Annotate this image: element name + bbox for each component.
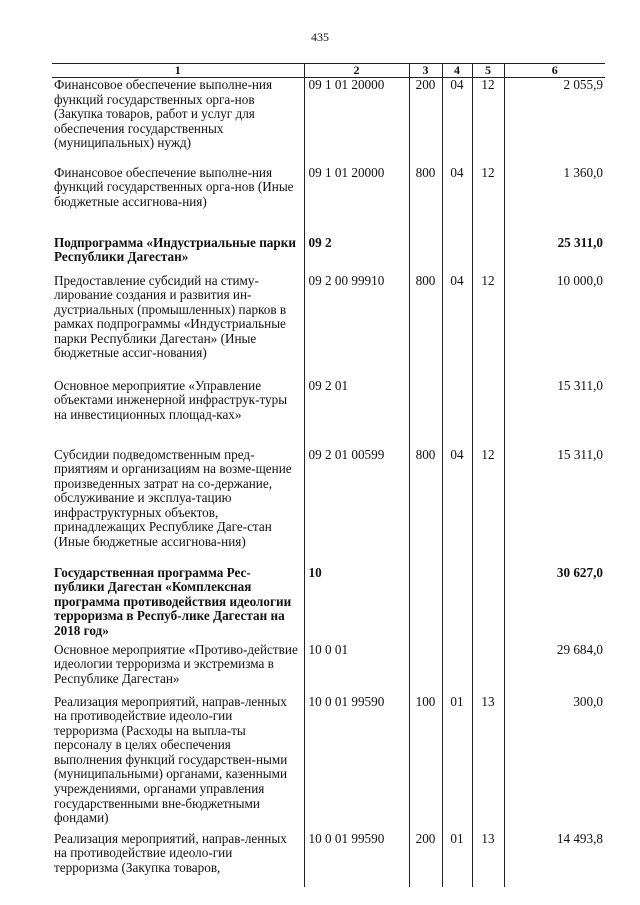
column-header: 5 bbox=[472, 64, 504, 78]
row-amount: 2 055,9 bbox=[504, 78, 605, 166]
row-expense-type: 800 bbox=[409, 166, 442, 236]
row-description: Предоставление субсидий на стиму-лирование создания и развития ин-дустриальных (промышленных) парков в рамках подпрограммы «Индустриальные парки Республики Дагестан» (Иные бюджетные ассиг-нования) bbox=[54, 272, 287, 361]
row-section: 01 bbox=[442, 832, 472, 887]
row-amount: 14 493,8 bbox=[504, 832, 605, 887]
row-amount: 1 360,0 bbox=[504, 166, 605, 236]
row-amount: 10 000,0 bbox=[504, 274, 605, 379]
table-row bbox=[52, 448, 605, 566]
row-description: Реализация мероприятий, направ-ленных на противодействие идеоло-гии терроризма (Расходы на выпла-ты персоналу в целях обеспечения выполнения функций государствен-ными (муниципальными) органами, казенными учреждениями, органами управления государственными вне-бюджетными фондами) bbox=[54, 693, 288, 826]
table-row bbox=[52, 695, 605, 832]
row-description: Реализация мероприятий, направ-ленных на противодействие идеоло-гии терроризма (Закупка товаров, bbox=[54, 830, 287, 875]
row-description: Основное мероприятие «Управление объектами инженерной инфраструк-туры на инвестиционных площад-ках» bbox=[54, 377, 288, 422]
row-section bbox=[442, 379, 472, 448]
row-description: Финансовое обеспечение выполне-ния функций государственных орга-нов (Иные бюджетные ассигнова-ния) bbox=[54, 164, 294, 209]
row-amount: 25 311,0 bbox=[504, 236, 605, 274]
row-code: 09 2 01 bbox=[304, 379, 409, 448]
table-row bbox=[52, 566, 605, 643]
table-row bbox=[52, 274, 605, 379]
row-subsection: 12 bbox=[472, 166, 504, 236]
row-description: Основное мероприятие «Противо-действие идеологии терроризма и экстремизма в Республике Дагестан» bbox=[54, 641, 298, 686]
row-section: 01 bbox=[442, 695, 472, 832]
budget-table bbox=[52, 63, 605, 887]
row-section bbox=[442, 236, 472, 274]
row-code: 10 0 01 99590 bbox=[304, 695, 409, 832]
row-subsection: 12 bbox=[472, 78, 504, 166]
row-subsection bbox=[472, 236, 504, 274]
row-expense-type: 800 bbox=[409, 274, 442, 379]
row-expense-type bbox=[409, 566, 442, 643]
row-expense-type: 800 bbox=[409, 448, 442, 566]
row-section: 04 bbox=[442, 274, 472, 379]
row-subsection: 13 bbox=[472, 832, 504, 887]
table-row bbox=[52, 832, 605, 887]
row-code: 10 0 01 99590 bbox=[304, 832, 409, 887]
row-code: 09 1 01 20000 bbox=[304, 166, 409, 236]
row-subsection bbox=[472, 379, 504, 448]
row-section bbox=[442, 566, 472, 643]
row-amount: 29 684,0 bbox=[504, 643, 605, 695]
row-expense-type: 200 bbox=[409, 832, 442, 887]
table-row bbox=[52, 78, 605, 166]
column-header: 3 bbox=[409, 64, 442, 78]
row-section bbox=[442, 643, 472, 695]
row-code: 10 bbox=[304, 566, 409, 643]
column-header: 6 bbox=[504, 64, 605, 78]
row-description: Субсидии подведомственным пред-приятиям и организациям на возме-щение произведенных затрат на со-держание, обслуживание и эксплуа-тацию инфраструктурных объектов, принадлежащих Республике Даге-стан (Иные бюджетные ассигнова-ния) bbox=[54, 446, 292, 550]
table-row bbox=[52, 379, 605, 448]
table-row bbox=[52, 643, 605, 695]
table-row bbox=[52, 236, 605, 274]
row-code: 09 2 00 99910 bbox=[304, 274, 409, 379]
row-section: 04 bbox=[442, 166, 472, 236]
row-description: Государственная программа Рес-публики Дагестан «Комплексная программа противодействия идеологии терроризма в Респуб-лике Дагестан на 2018 год» bbox=[54, 564, 292, 638]
column-header: 2 bbox=[304, 64, 409, 78]
row-amount: 15 311,0 bbox=[504, 379, 605, 448]
row-code: 09 2 bbox=[304, 236, 409, 274]
row-amount: 30 627,0 bbox=[504, 566, 605, 643]
row-description: Финансовое обеспечение выполне-ния функций государственных орга-нов (Закупка товаров, работ и услуг для обеспечения государственных (муниципальных) нужд) bbox=[54, 77, 273, 151]
row-section: 04 bbox=[442, 448, 472, 566]
row-expense-type: 200 bbox=[409, 78, 442, 166]
row-subsection: 13 bbox=[472, 695, 504, 832]
row-code: 10 0 01 bbox=[304, 643, 409, 695]
row-expense-type bbox=[409, 379, 442, 448]
column-header: 1 bbox=[52, 64, 304, 78]
row-subsection: 12 bbox=[472, 448, 504, 566]
row-section: 04 bbox=[442, 78, 472, 166]
row-subsection bbox=[472, 643, 504, 695]
table-header-row bbox=[52, 64, 605, 78]
row-subsection: 12 bbox=[472, 274, 504, 379]
column-header: 4 bbox=[442, 64, 472, 78]
row-amount: 300,0 bbox=[504, 695, 605, 832]
row-code: 09 2 01 00599 bbox=[304, 448, 409, 566]
page-number: 435 bbox=[311, 30, 329, 44]
table-row bbox=[52, 166, 605, 236]
row-description: Подпрограмма «Индустриальные парки Республики Дагестан» bbox=[54, 234, 296, 265]
row-subsection bbox=[472, 566, 504, 643]
row-expense-type bbox=[409, 236, 442, 274]
row-amount: 15 311,0 bbox=[504, 448, 605, 566]
row-code: 09 1 01 20000 bbox=[304, 78, 409, 166]
row-expense-type bbox=[409, 643, 442, 695]
row-expense-type: 100 bbox=[409, 695, 442, 832]
